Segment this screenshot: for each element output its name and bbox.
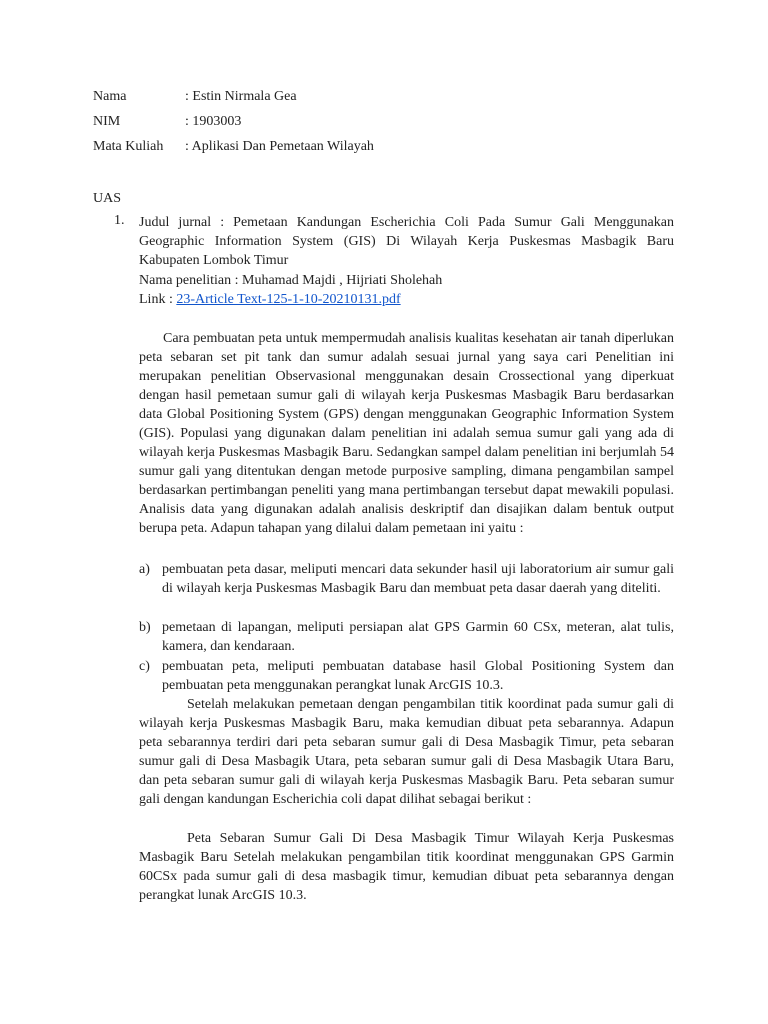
list-item <box>139 657 674 695</box>
journal-title: Judul jurnal : Pemetaan Kandungan Escherichia Coli Pada Sumur Gali Menggunakan Geographic Information System (GIS) Di Wilayah Kerja Puskesmas Masbagik Baru Kabupaten Lombok Timur <box>139 215 674 268</box>
list-item <box>139 618 674 656</box>
item-number: 1. <box>114 213 125 228</box>
list-item-text: pembuatan peta dasar, meliputi mencari data sekunder hasil uji laboratorium air sumur gali di wilayah kerja Puskesmas Masbagik Baru dan membuat peta dasar daerah yang diteliti. <box>162 562 674 596</box>
journal-pdf-link[interactable]: 23-Article Text-125-1-10-20210131.pdf <box>176 292 401 307</box>
link-label: Link : <box>139 292 177 307</box>
nim-value: : 1903003 <box>185 114 242 129</box>
paragraph-method: Cara pembuatan peta untuk mempermudah analisis kualitas kesehatan air tanah diperlukan peta sebaran set pit tank dan sumur adalah sesuai jurnal yang saya cari Penelitian ini merupakan penelitian Observasional menggunakan desain Crossectional yang diperkuat dengan hasil pemetaan sumur gali di wilayah kerja Puskesmas Masbagik Baru berdasarkan data Global Positioning System (GPS) dengan menggunakan Geographic Information System (GIS). Populasi yang digunakan dalam penelitian ini adalah semua sumur gali yang ada di wilayah kerja Puskesmas Masbagik Baru. Sedangkan sampel dalam penelitian ini berjumlah 54 sumur gali yang ditentukan dengan metode purposive sampling, dimana pengambilan sampel berdasarkan pertimbangan peneliti yang mana pertimbangan tersebut dapat mewakili populasi. Analisis data yang digunakan adalah analisis deskriptif dan disajikan dalam bentuk output berupa peta. Adapun tahapan yang dilalui dalam pemetaan ini yaitu : <box>139 331 674 536</box>
nim-label: NIM <box>93 114 121 129</box>
link-row <box>139 290 674 309</box>
list-item-text: pemetaan di lapangan, meliputi persiapan alat GPS Garmin 60 CSx, meteran, alat tulis, kamera, dan kendaraan. <box>162 620 674 654</box>
nama-label: Nama <box>93 89 127 104</box>
paragraph-map-timur: Peta Sebaran Sumur Gali Di Desa Masbagik Timur Wilayah Kerja Puskesmas Masbagik Baru Setelah melakukan pengambilan titik koordinat menggunakan GPS Garmin 60CSx pada sumur gali di desa masbagik timur, kemudian dibuat peta sebarannya dengan perangkat lunak ArcGIS 10.3. <box>139 831 674 903</box>
paragraph-mapping: Setelah melakukan pemetaan dengan pengambilan titik koordinat pada sumur gali di wilayah kerja Puskesmas Masbagik Baru, maka kemudian dibuat peta sebarannya. Adapun peta sebarannya terdiri dari peta sebaran sumur gali di Desa Masbagik Timur, peta sebaran sumur gali di Desa Masbagik Utara, peta sebaran sumur gali di Desa Masbagik Utara Baru, dan peta sebaran sumur gali di wilayah kerja Puskesmas Masbagik Baru. Peta sebaran sumur gali dengan kandungan Escherichia coli dapat dilihat sebagai berikut : <box>139 697 674 807</box>
mata-kuliah-row <box>93 138 374 156</box>
list-item-text: pembuatan peta, meliputi pembuatan database hasil Global Positioning System dan pembuatan peta menggunakan perangkat lunak ArcGIS 10.3. <box>162 659 674 693</box>
nim-row <box>93 113 241 131</box>
mata-kuliah-label: Mata Kuliah <box>93 139 164 154</box>
nama-row <box>93 88 297 106</box>
section-heading: UAS <box>93 191 122 206</box>
list-marker: a) <box>139 562 150 577</box>
nama-value: : Estin Nirmala Gea <box>185 89 297 104</box>
researcher-names: Nama penelitian : Muhamad Majdi , Hijriati Sholehah <box>139 273 443 288</box>
list-marker: b) <box>139 620 151 635</box>
list-item <box>139 560 674 598</box>
list-marker: c) <box>139 659 150 674</box>
mata-kuliah-value: : Aplikasi Dan Pemetaan Wilayah <box>185 139 374 154</box>
